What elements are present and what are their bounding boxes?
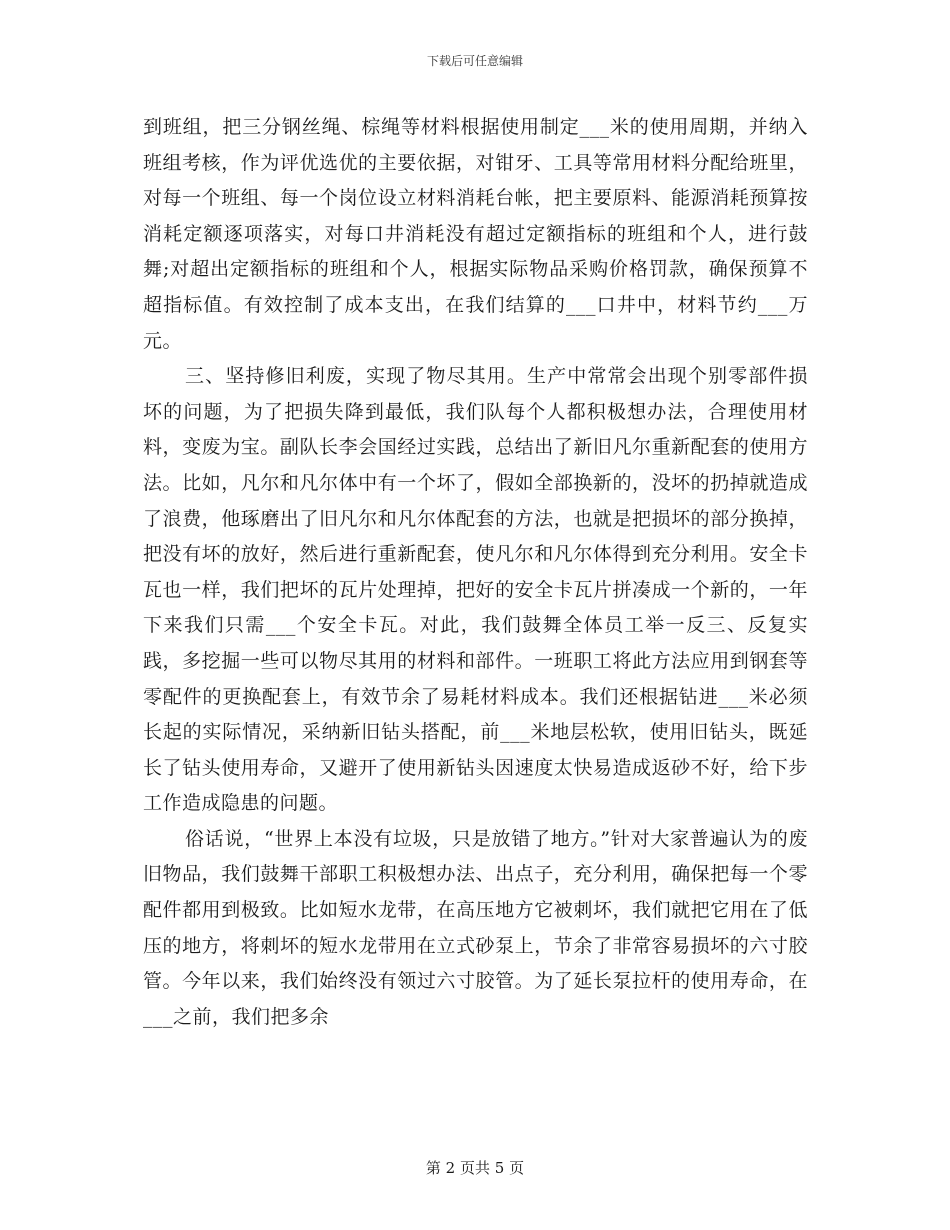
page-header: 下载后可任意编辑 (426, 54, 523, 68)
page-footer: 第 2 页共 5 页 (425, 1159, 525, 1177)
paragraph-2: 三、坚持修旧利废，实现了物尽其用。生产中常常会出现个别零部件损坏的问题，为了把损失降到最低，我们队每个人都积极想办法，合理使用材料，变废为宝。副队长李会国经过实践，总结出了新旧凡尔重新配套的使用方法。比如，凡尔和凡尔体中有一个坏了，假如全部换新的，没坏的扔掉就造成了浪费，他琢磨出了旧凡尔和凡尔体配套的方法，也就是把损坏的部分换掉，把没有坏的放好，然后进行重新配套，使凡尔和凡尔体得到充分利用。安全卡瓦也一样，我们把坏的瓦片处理掉，把好的安全卡瓦片拼凑成一个新的，一年下来我们只需___个安全卡瓦。对此，我们鼓舞全体员工举一反三、反复实践，多挖掘一些可以物尽其用的材料和部件。一班职工将此方法应用到钢套等零配件的更换配套上，有效节余了易耗材料成本。我们还根据钻进___米必须长起的实际情况，采纳新旧钻头搭配，前___米地层松软，使用旧钻头，既延长了钻头使用寿命，又避开了使用新钻头因速度太快易造成返砂不好，给下步工作造成隐患的问题。 (143, 365, 808, 815)
paragraph-1: 到班组，把三分钢丝绳、棕绳等材料根据使用制定___米的使用周期，并纳入班组考核，作为评优选优的主要依据，对钳牙、工具等常用材料分配给班里，对每一个班组、每一个岗位设立材料消耗台帐，把主要原料、能源消耗预算按消耗定额逐项落实，对每口井消耗没有超过定额指标的班组和个人，进行鼓舞;对超出定额指标的班组和个人，根据实际物品采购价格罚款，确保预算不超指标值。有效控制了成本支出，在我们结算的___口井中，材料节约___万元。 (143, 116, 808, 352)
document-body (143, 110, 808, 1035)
paragraph-3: 俗话说，“世界上本没有垃圾，只是放错了地方。”针对大家普遍认为的废旧物品，我们鼓舞干部职工积极想办法、出点子，充分利用，确保把每一个零配件都用到极致。比如短水龙带，在高压地方它被刺坏，我们就把它用在了低压的地方，将刺坏的短水龙带用在立式砂泵上，节余了非常容易损坏的六寸胶管。今年以来，我们始终没有领过六寸胶管。为了延长泵拉杆的使用寿命，在___之前，我们把多余 (143, 827, 808, 1028)
